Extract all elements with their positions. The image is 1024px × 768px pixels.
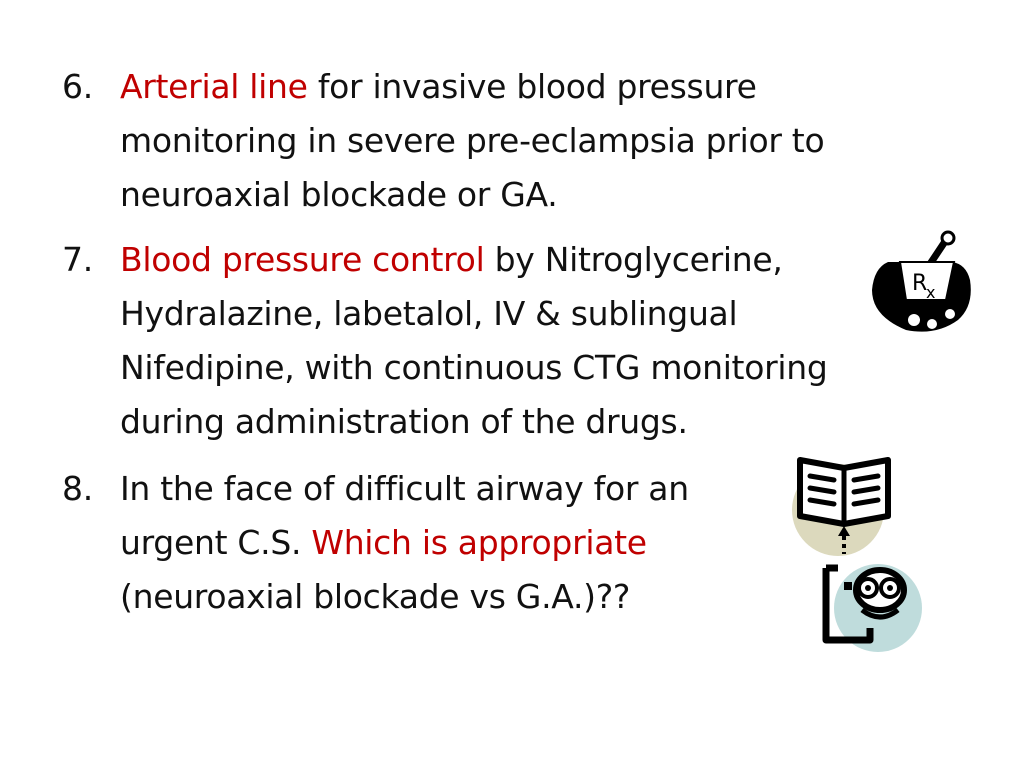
item-line — [120, 233, 783, 287]
open-book-icon — [790, 450, 900, 560]
rx-letter-r: R — [912, 271, 928, 296]
item-number: 7. — [62, 240, 93, 279]
item-line: Nifedipine, with continuous CTG monitoring — [120, 348, 828, 387]
item-text: for invasive blood pressure — [307, 67, 757, 106]
highlight-text: Which is appropriate — [311, 523, 647, 562]
item-text: by Nitroglycerine, — [484, 240, 783, 279]
item-line: monitoring in severe pre-eclampsia prior to — [120, 121, 825, 160]
item-line: Hydralazine, labetalol, IV & sublingual — [120, 294, 738, 333]
item-line: In the face of difficult airway for an — [120, 469, 689, 508]
item-line: during administration of the drugs. — [120, 402, 688, 441]
item-line — [120, 60, 757, 114]
thinking-face-icon — [818, 548, 924, 658]
item-text: urgent C.S. — [120, 523, 312, 562]
highlight-text: Blood pressure control — [120, 240, 485, 279]
mortar-pestle-rx-icon — [866, 228, 976, 338]
item-number: 8. — [62, 469, 93, 508]
item-line — [120, 516, 647, 570]
highlight-text: Arterial line — [120, 67, 308, 106]
item-number: 6. — [62, 67, 93, 106]
item-line: (neuroaxial blockade vs G.A.)?? — [120, 577, 631, 616]
rx-letter-x: x — [926, 283, 936, 302]
item-line: neuroaxial blockade or GA. — [120, 175, 558, 214]
